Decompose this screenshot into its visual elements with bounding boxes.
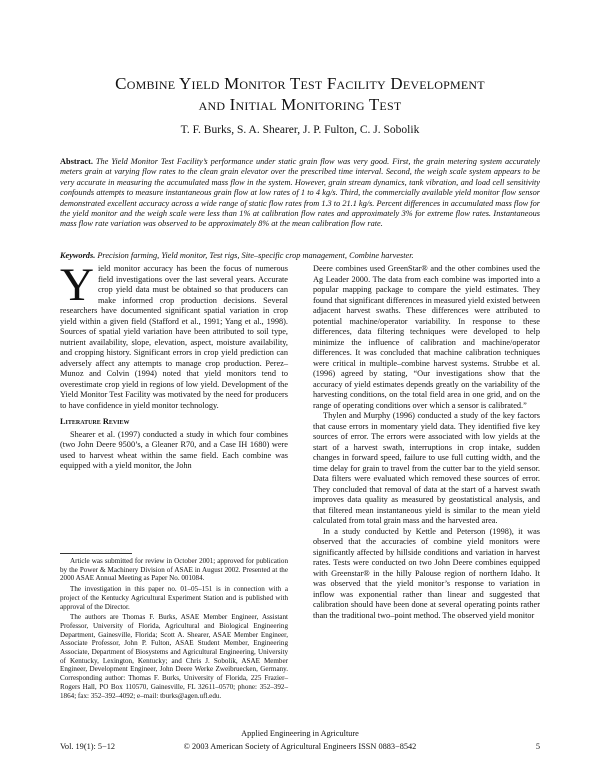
title-line-2: and Initial Monitoring Test — [198, 95, 402, 114]
journal-name: Applied Engineering in Agriculture — [241, 729, 359, 738]
intro-paragraph — [60, 259, 288, 411]
keywords — [60, 251, 540, 261]
footnote-authors: The authors are Thomas F. Burks, ASAE Member Engineer, Assistant Professor, University of Florida, Agricultural and Biological Engineering Department, Gainesville, Florida; Scott A. Shearer, ASAE Member Engineer, Associate Professor, John P. Fulton, ASAE Student Member, Engineering Associate, Department of Biosystems and Agricultural Engineering, University of Kentucky, Lexington, Kentucky; and Chris J. Sobolik, ASAE Member Engineer, Development Engineer, John Deere Werke Zweibruecken, Germany. Corresponding author: Thomas F. Burks, University of Florida, 225 Frazier–Rogers Hall, PO Box 110570, Gainesville, FL 32611–0570; phone: 352–392–1864; fax: 352–392–4092; e–mail: tburks@agen.ufl.edu. — [60, 613, 288, 700]
page-number: 5 — [535, 742, 540, 751]
body-column-right — [313, 264, 540, 621]
drop-cap: Y — [60, 259, 94, 311]
paper-title — [40, 73, 560, 115]
keywords-text: Precision farming, Yield monitor, Test rigs, Site–specific crop management, Combine harvester. — [97, 251, 414, 260]
abstract-label: Abstract. — [60, 157, 93, 166]
abstract-text: The Yield Monitor Test Facility’s performance under static grain flow was very good. First, the grain metering system accurately meters grain at varying flow rates to the clean grain elevator over the prescribed time interval. Second, the weigh scale system appears to be very accurate in measuring the accumulated mass flow in the system. However, grain stream dynamics, tank vibration, and load cell sensitivity confounds attempts to measure instantaneous grain flow at low rates of 1 to 4 kg/s. Third, the commercially available yield monitor flow sensor demonstrated excellent accuracy across a wide range of static flow rates from 1.3 to 21.1 kg/s. Percent differences in accumulated mass flow for the yield monitor and the weigh scale were less than 1% at calibration flow rates and approximately 3% for extreme flow rates. Instantaneous mass flow rate variation was observed to be approximately 8% at the mean calibration flow rate. — [60, 157, 540, 229]
copyright-line: © 2003 American Society of Agricultural Engineers ISSN 0883−8542 — [183, 742, 417, 751]
keywords-label: Keywords. — [60, 251, 96, 260]
footnote-divider — [60, 553, 132, 554]
footnote-submitted: Article was submitted for review in October 2001; approved for publication by the Power & Machinery Division of ASAE in August 2002. Presented at the 2000 ASAE Annual Meeting as Paper No. 001084. — [60, 557, 288, 583]
footnotes — [60, 557, 288, 702]
body-column-left — [60, 259, 288, 472]
section-heading-literature-review: Literature Review — [60, 417, 130, 426]
col2-paragraph-3: In a study conducted by Kettle and Peterson (1998), it was observed that the accuracies of combine yield monitors were significantly affected by hillside conditions and variation in harvest rates. Tests were conducted on two John Deere combines equipped with Greenstar® in the hilly Palouse region of northern Idaho. It was observed that the yield monitor’s response to variation in inflow was exponential rather than linear and suggested that calibration should have been done at several operating points rather than the traditional two–point method. The observed yield monitor — [313, 526, 540, 620]
title-line-1: Combine Yield Monitor Test Facility Development — [115, 74, 485, 93]
footnote-investigation: The investigation in this paper no. 01–05–151 is in connection with a project of the Kentucky Agricultural Experiment Station and is published with approval of the Director. — [60, 585, 288, 611]
lit-review-paragraph: Shearer et al. (1997) conducted a study in which four combines (two John Deere 9500’s, a Gleaner R70, and a Case IH 1680) were used to harvest wheat within the same field. Each combine was equipped with a yield monitor, the John — [60, 429, 288, 470]
author-list: T. F. Burks, S. A. Shearer, J. P. Fulton, C. J. Sobolik — [180, 124, 420, 136]
col2-paragraph-2: Thylen and Murphy (1996) conducted a study of the key factors that cause errors in momentary yield data. They identified five key sources of error. The errors were associated with low yields at the start of a harvest swath, interruptions in crop intake, sudden changes in forward speed, failure to use full cutting width, and the time delay for grain to travel from the cutter bar to the yield sensor. Data filters were evaluated which removed these sources of error. They concluded that removal of data at the start of a harvest swath improves data quality as measured by geostatistical analysis, and that filtered mean instantaneous yield is similar to the mean yield calculated from total grain mass and the harvested area. — [313, 411, 540, 525]
volume-info: Vol. 19(1): 5−12 — [60, 742, 115, 751]
col2-paragraph-1: Deere combines used GreenStar® and the other combines used the Ag Leader 2000. The data from each combine was imported into a popular mapping package to compare the yield estimates. They found that significant differences in measured yield existed between adjacent harvest swaths. These differences were attributed to potential machine/operator variability. In response to these differences, data filtering techniques were developed to help minimize the influence of calibration and machine/operator differences. It was concluded that machine calibration techniques were critical in multiple–combine harvest systems. Strubbe et al. (1996) agreed by stating, “Our investigations show that the accuracy of yield estimates depends greatly on the variability of the harvesting conditions, on the total field area in one grid, and on the range of operating conditions over which a sensor is calibrated.” — [313, 264, 540, 410]
abstract — [60, 157, 540, 230]
intro-text: ield monitor accuracy has been the focus of numerous field investigations over the last several years. Accurate crop yield data must be obtained so that producers can make informed crop production decisions. Several researchers have documented significant spatial variation in crop yield within a given field (Stafford et al., 1991; Yang et al., 1998). Sources of spatial yield variation have been attributed to soil type, nutrient availability, slope, elevation, aspect, moisture availability, and cropping history. Significant errors in crop yield prediction can adversely affect any attempts to manage crop production. Perez–Munoz and Colvin (1994) noted that yield monitors tend to overestimate crop yield in regions of low yield. Development of the Yield Monitor Test Facility was motivated by the need for producers to have confidence in yield monitor technology. — [60, 264, 288, 410]
